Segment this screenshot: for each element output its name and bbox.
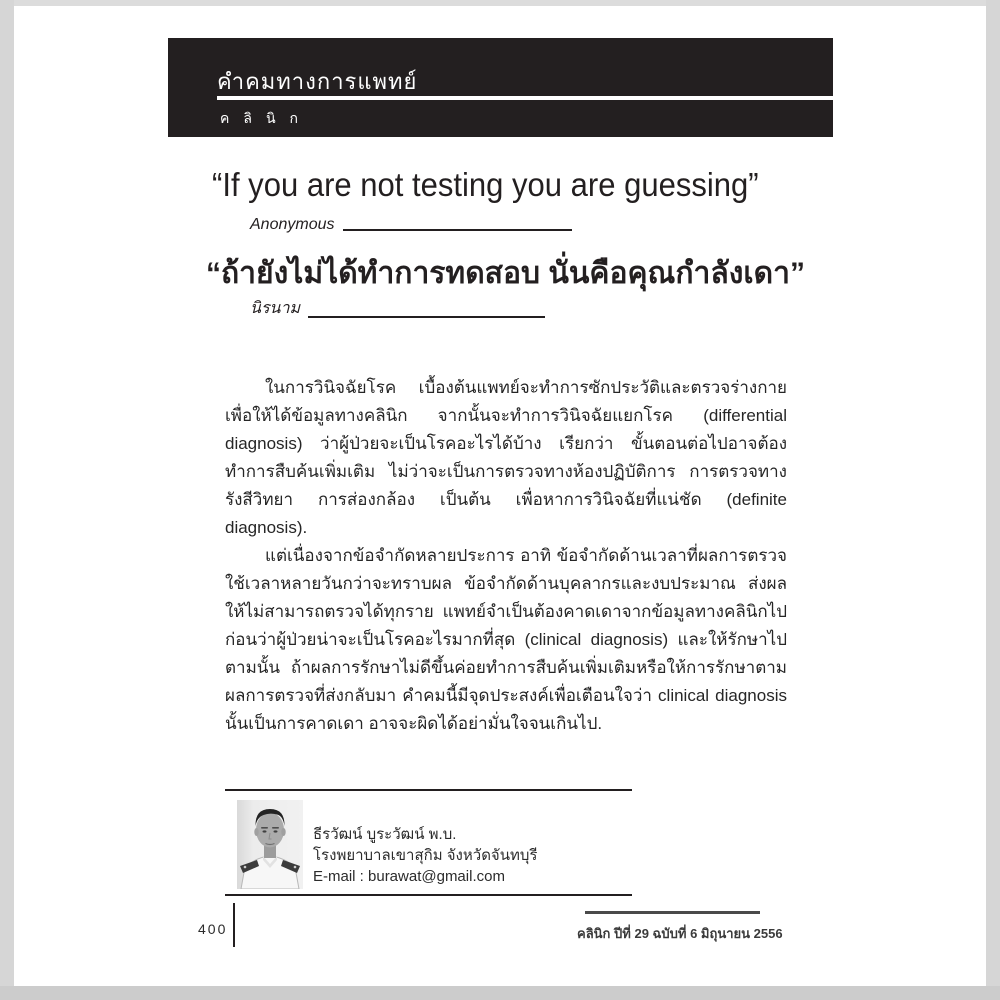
author-email: E-mail : burawat@gmail.com xyxy=(313,868,505,885)
quote-thai: “ถ้ายังไม่ได้ทำการทดสอบ นั่นคือคุณกำลังเดา” xyxy=(206,257,806,290)
page-number: 400 xyxy=(198,921,228,937)
footer-rule xyxy=(585,911,760,914)
quote-english-attribution xyxy=(250,216,572,234)
author-portrait-photo xyxy=(237,800,303,889)
author-info xyxy=(313,824,537,887)
attribution-rule-th xyxy=(308,316,545,318)
quote-english: “If you are not testing you are guessing” xyxy=(212,166,759,203)
journal-brand: คลินิก xyxy=(220,110,312,126)
header-band xyxy=(168,38,833,137)
attribution-label-th: นิรนาม xyxy=(250,300,300,317)
article-body xyxy=(225,374,787,738)
journal-issue-info: คลินิก ปีที่ 29 ฉบับที่ 6 มิถุนายน 2556 xyxy=(577,926,783,941)
body-paragraph: ในการวินิจฉัยโรค เบื้องต้นแพทย์จะทำการซักประวัติและตรวจร่างกายเพื่อให้ได้ข้อมูลทางคลินิก จากนั้นจะทำการวินิจฉัยแยกโรค (differential diagnosis) ว่าผู้ป่วยจะเป็นโรคอะไรได้บ้าง เรียกว่า ขั้นตอนต่อไปอาจต้องทำการสืบค้นเพิ่มเติม ไม่ว่าจะเป็นการตรวจทางห้องปฏิบัติการ การตรวจทางรังสีวิทยา การส่องกล้อง เป็นต้น เพื่อหาการวินิจฉัยที่แน่ชัด (definite diagnosis). xyxy=(225,378,787,537)
page-edge-top xyxy=(0,0,1000,6)
header-rule xyxy=(217,96,833,100)
attribution-rule-en xyxy=(343,229,573,231)
quote-thai-attribution xyxy=(250,296,545,321)
author-affiliation: โรงพยาบาลเขาสุกิม จังหวัดจันทบุรี xyxy=(313,847,538,864)
page-edge-right xyxy=(986,0,1000,1000)
author-rule-bottom xyxy=(225,894,632,896)
page-edge-left xyxy=(0,0,14,1000)
author-rule-top xyxy=(225,789,632,791)
author-name: ธีรวัฒน์ บูระวัฒน์ พ.บ. xyxy=(313,826,457,843)
portrait-photo-icon xyxy=(237,800,303,889)
page-edge-bottom xyxy=(0,986,1000,1000)
section-title: คำคมทางการแพทย์ xyxy=(217,69,418,94)
page-number-divider xyxy=(233,903,235,947)
body-paragraph: แต่เนื่องจากข้อจำกัดหลายประการ อาทิ ข้อจำกัดด้านเวลาที่ผลการตรวจใช้เวลาหลายวันกว่าจะทราบผล ข้อจำกัดด้านบุคลากรและงบประมาณ ส่งผลให้ไม่สามารถตรวจได้ทุกราย แพทย์จำเป็นต้องคาดเดาจากข้อมูลทางคลินิกไปก่อนว่าผู้ป่วยน่าจะเป็นโรคอะไรมากที่สุด (clinical diagnosis) และให้รักษาไปตามนั้น ถ้าผลการรักษาไม่ดีขึ้นค่อยทำการสืบค้นเพิ่มเติมหรือให้การรักษาตามผลการตรวจที่ส่งกลับมา คำคมนี้มีจุดประสงค์เพื่อเตือนใจว่า clinical diagnosis นั้นเป็นการคาดเดา อาจจะผิดได้อย่ามั่นใจจนเกินไป. xyxy=(225,546,787,733)
attribution-label-en: Anonymous xyxy=(250,216,335,233)
